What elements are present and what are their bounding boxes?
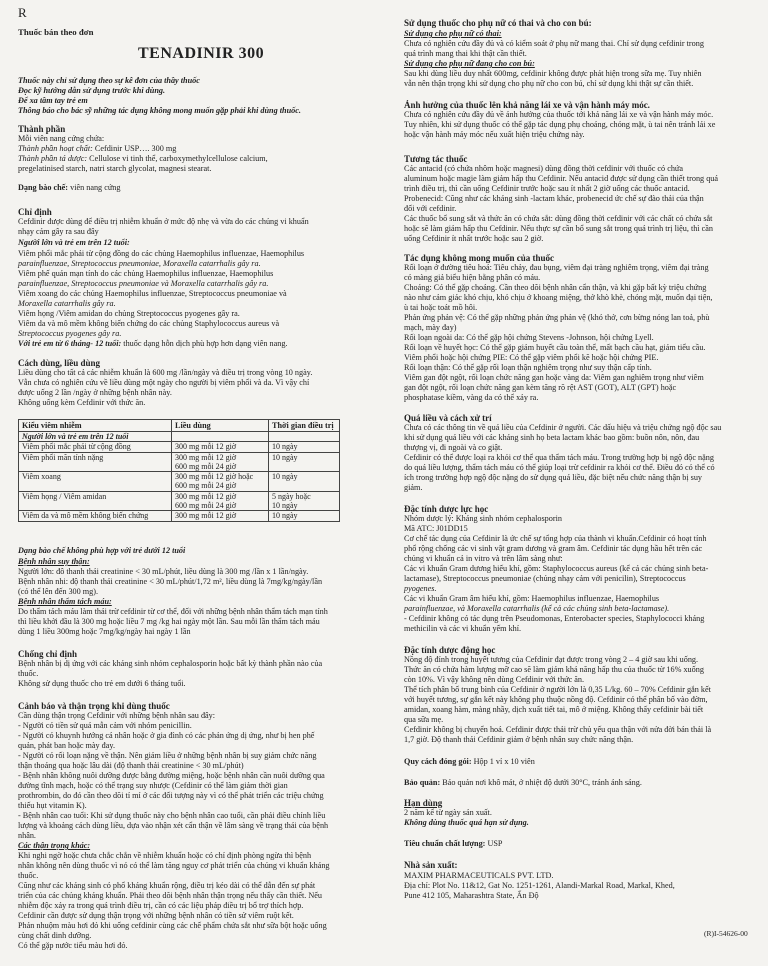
pregnancy-text: quá trình mang thai khi thật cần thiết. (404, 49, 527, 58)
child-dosage-heading: Dạng bào chế không phù hợp với trẻ dưới 12 tuổi (18, 546, 186, 555)
interactions-text: đối với cefdinir. (404, 204, 457, 213)
table-header-row (19, 420, 340, 432)
composition-heading: Thành phần (18, 124, 66, 134)
table-cell: 10 ngày (269, 452, 340, 472)
contraindications-text: thuốc. (18, 669, 39, 678)
packaging-label: Quy cách đóng gói: (404, 757, 472, 766)
precautions-text: cùng chất dinh dưỡng. (18, 931, 92, 940)
table-row (19, 472, 340, 492)
excipient-value-2: pregelatinised starch, natri starch glycolat, magnesi stearat. (18, 164, 212, 173)
contraindications-text: Không sử dụng thuốc cho trẻ em dưới 6 tháng tuổi. (18, 679, 186, 688)
adult-heading: Người lớn và trẻ em trên 12 tuổi: (18, 238, 130, 247)
pregnancy-heading: Sử dụng thuốc cho phụ nữ có thai và cho con bú: (404, 18, 592, 28)
other-precautions-heading: Các thận trọng khác: (18, 841, 91, 850)
lactation-subheading: Sử dụng cho phụ nữ đang cho con bú: (404, 59, 535, 68)
precautions-text: nhân không nên dùng thuốc vì nó có thể làm tăng nguy cơ phát triển của chủng vi khuẩn kháng (18, 861, 330, 870)
table-header: Liều dùng (172, 420, 269, 432)
interactions-text: trình điều trị, thì cần uống Cefdinir trước hoặc sau ít nhất 2 giờ uống các thuốc antacid. (404, 184, 690, 193)
indication-line: Viêm xoang do các chủng Haemophilus influenzae, Streptococcus pneumoniae và (18, 289, 287, 298)
side-effects-text: gan đột ngột, rối loạn chức năng gan kèm tăng rõ rệt AST (GOT), ALT (GPT) hoặc (404, 383, 677, 392)
pharmacokinetics-heading: Đặc tính dược động học (404, 645, 496, 655)
pharmacodynamics-heading: Đặc tính dược lực học (404, 504, 489, 514)
precautions-text: thuốc. (18, 871, 39, 880)
pregnancy-text: Chưa có nghiên cứu đầy đủ và có kiểm soát ở phụ nữ mang thai. Chỉ sử dụng cefdinir trong (404, 39, 704, 48)
precautions-text: nhân. (18, 831, 36, 840)
pharmacokinetics-text: với huyết tương, sự gắn kết này không phụ thuộc nồng độ. Cefdinir có thể phân bố vào đờm, (404, 695, 708, 704)
table-cell: 10 ngày (269, 442, 340, 452)
manufacturer-text: MAXIM PHARMACEUTICALS PVT. LTD. (404, 871, 554, 880)
indication-line: parainfluenzae, Streptococcus pneumoniae và Moraxella catarrhalis gây ra. (18, 279, 269, 288)
interactions-text: uống Cefdinir ít nhất trước hoặc sau 2 giờ. (404, 234, 544, 243)
precautions-heading: Cảnh báo và thận trọng khi dùng thuốc (18, 701, 170, 711)
side-effects-text: Viêm gan đột ngột, rối loạn chức năng gan hoặc vàng da: Viêm gan nghiêm trọng như viêm (404, 373, 704, 382)
precautions-text: quản, phát ban hoặc mày đay. (18, 741, 116, 750)
packaging-value: Hộp 1 vỉ x 10 viên (471, 757, 535, 766)
lactation-text: Sau khi dùng liều duy nhất 600mg, cefdinir không được phát hiện trong sữa mẹ. Tuy nhiên (404, 69, 702, 78)
precautions-text: - Bệnh nhân cao tuổi: Khi sử dụng thuốc này cho bệnh nhân cao tuổi, cần phải điều chỉnh liều (18, 811, 326, 820)
product-title: TENADINIR 300 (138, 45, 265, 62)
table-cell: 300 mg mỗi 12 giờ 600 mg mỗi 24 giờ (172, 491, 269, 511)
overdose-text: Chưa có các thông tin về quá liều của Cefdinir ở người. Các dấu hiệu và triệu chứng ngộ độc sau (404, 423, 722, 432)
table-cell: 5 ngày hoặc 10 ngày (269, 491, 340, 511)
table-cell: Viêm phổi mãn tính nặng (19, 452, 172, 472)
table-cell: 300 mg mỗi 12 giờ 600 mg mỗi 24 giờ (172, 452, 269, 472)
pharmacodynamics-text: Mã ATC: J01DD15 (404, 524, 468, 533)
interactions-text: Các thuốc bổ sung sắt và thức ăn có chứa sắt: dùng đồng thời cefdinir với các chất có chứa sắt (404, 214, 713, 223)
renal-text: Bệnh nhân nhi: độ thanh thải creatinine < 30 mL/phút/1,72 m², liều dùng là 7mg/kg/ngày/lần (18, 577, 323, 586)
side-effects-text: Rối loạn ở đường tiêu hoá: Tiêu chảy, đau bụng, viêm đại tràng nghiêm trọng, viêm đại tràng (404, 263, 709, 272)
side-effects-text: nào như cảm giác khó chịu, khó chịu ở khoang miệng, thở khò khè, chóng mặt, muốn đại tiện, (404, 293, 713, 302)
pharmacodynamics-text: Nhóm dược lý: Kháng sinh nhóm cephalosporin (404, 514, 562, 523)
precautions-text: - Bệnh nhân không nuôi dưỡng được bằng đường miệng, hoặc bệnh nhân cần nuôi dưỡng qua (18, 771, 325, 780)
child-value: thuốc dạng hỗn dịch phù hợp hơn dạng viên nang. (121, 339, 288, 348)
overdose-text: giảm. (404, 483, 423, 492)
renal-text: (có thể lên đến 300 mg). (18, 587, 99, 596)
pharmacokinetics-text: còn 10%. Vì vậy không nên dùng Cefdinir với thức ăn. (404, 675, 585, 684)
side-effects-text: Rối loạn về huyết học: Có thể gặp giảm huyết cầu toàn thể, mất bạch cầu hạt, giảm tiểu cầu. (404, 343, 706, 352)
table-cell: 10 ngày (269, 472, 340, 492)
precautions-text: Cefdinir cần được sử dụng thận trọng với những bệnh nhân có tiền sử viêm ruột kết. (18, 911, 294, 920)
standard-label: Tiêu chuẩn chất lượng: (404, 839, 486, 848)
precautions-text: Phản nhuộm màu hơi đỏ khi uống cefdinir cùng các chế phẩm chứa sắt như sữa bột hoặc uống (18, 921, 327, 930)
interactions-heading: Tương tác thuốc (404, 154, 468, 164)
table-cell: 300 mg mỗi 12 giờ (172, 511, 269, 521)
standard-value: USP (485, 839, 503, 848)
pharmacokinetics-text: amidan, xoang hàm, màng nhầy, dịch xuất tiết tai, mô ở miệng. Không thấy cefdinir bài tiết (404, 705, 704, 714)
pharmacokinetics-text: 1,7 giờ. Độ thanh thải Cefdinir giảm ở bệnh nhân suy chức năng thận. (404, 735, 634, 744)
form-value: viên nang cứng (68, 183, 121, 192)
renal-text: Người lớn: đô thanh thải creatinine < 30 mL/phút, liều dùng là 300 mg /lần x 1 lần/ngày. (18, 567, 309, 576)
excipient-label: Thành phần tá dược: (18, 154, 88, 163)
pharmacokinetics-text: qua sữa mẹ. (404, 715, 444, 724)
table-cell: Viêm họng / Viêm amidan (19, 491, 172, 511)
side-effects-text: ù tai hoặc toát mồ hôi. (404, 303, 478, 312)
shelf-life-text: 2 năm kể từ ngày sản xuất. (404, 808, 492, 817)
indications-text: nhạy cảm gây ra sau đây (18, 227, 99, 236)
indication-line: parainfluenzae, Streptococcus pneumoniae, Moraxella catarrhalis gây ra. (18, 259, 261, 268)
table-row (19, 491, 340, 511)
table-cell: Viêm da và mô mềm không biến chứng (19, 511, 172, 521)
precautions-text: Có thể gặp nước tiểu màu hơi đỏ. (18, 941, 128, 950)
table-row (19, 442, 340, 452)
overdose-text: khi sử dụng quá liều với các kháng sinh họ beta lactam khác bao gồm: buồn nôn, nôn, đau (404, 433, 700, 442)
pharmacodynamics-text: phổ rộng chống các vi sinh vật gram dương và gram âm. Cefdinir tác dụng hầu hết trên các (404, 544, 703, 553)
pharmacokinetics-text: Thức ăn có chứa hàm lượng mỡ cao sẽ làm giảm khả năng hấp thu của thuốc từ 16% xuống (404, 665, 704, 674)
table-header: Kiểu viêm nhiễm (19, 420, 172, 432)
side-effects-text: Phản ứng phản vệ: Có thể gặp những phản ứng phản vệ (khó thở, cơn bừng nóng lan toả, phù (404, 313, 710, 322)
indication-line: Viêm da và mô mềm không biến chứng do các chủng Staphylococcus aureus và (18, 319, 280, 328)
driving-text: Chưa có nghiên cứu đầy đủ về ảnh hưởng của thuốc tới khả năng lái xe và vận hành máy móc. (404, 110, 714, 119)
table-row (19, 511, 340, 521)
overdose-text: thượng vị, đi ngoài và co giật. (404, 443, 503, 452)
overdose-text: ích trong trường hợp ngộ độc nặng do sử dụng quá liều, đặc biệt nếu chức năng thận bị suy (404, 473, 703, 482)
pharmacokinetics-text: Thể tích phân bố trung bình của Cefdinir ở người lớn là 0,35 L/kg. 60 – 70% Cefdinir gắn kết (404, 685, 711, 694)
dialysis-heading: Bệnh nhân thẩm tách máu: (18, 597, 112, 606)
overdose-text: do quá liều lượng, thẩm tách máu có thể giúp loại trừ cefdinir ra khỏi cơ thể. Điều đó có thể có (404, 463, 715, 472)
overdose-text: Cefdinir có thể được loại ra khỏi cơ thể qua thẩm tách máu. Trong trường hợp bị ngộ độc nặng (404, 453, 714, 462)
precautions-text: lượng và khoảng cách dùng liều, dựa vào nhận xét cẩn thận về lâm sàng về trạng thái của bệnh (18, 821, 329, 830)
indication-line: Viêm phổi mắc phải từ cộng đồng do các chủng Haemophilus influenzae, Haemophilus (18, 249, 305, 258)
dialysis-text: dùng 1 liều 300mg hoặc 7mg/kg/ngày hai ngày 1 lần (18, 627, 191, 636)
precautions-text: thận thoáng qua hoặc lâu dài (độ thanh thải creatinine < 30 mL/phút) (18, 761, 244, 770)
dosage-text: được uống 2 lần /ngày ở những bệnh nhân này. (18, 388, 172, 397)
precautions-text: prothrombin, do đó cần theo dõi tỉ mỉ ở các đối tượng này vì có thể phát triển các triệu chứng (18, 791, 324, 800)
side-effects-text: mạch, mày đay) (404, 323, 457, 332)
warning-line: Thuốc này chỉ sử dụng theo sự kê đơn của thầy thuốc (18, 76, 200, 85)
manufacturer-text: Địa chỉ: Plot No. 11&12, Gat No. 1251-1261, Alandi-Markal Road, Markal, Khed, (404, 881, 675, 890)
precautions-text: thiếu hụt vitamin K). (18, 801, 87, 810)
precautions-text: - Người có tiền sử quá mẫn cảm với nhóm penicillin. (18, 721, 192, 730)
driving-text: Tuy nhiên, khi sử dụng thuốc có thể gặp tác dụng phụ choáng, chóng mặt, ù tai nên tránh lái xe (404, 120, 716, 129)
pharmacodynamics-text: methicilin và các vi khuẩn yếm khí. (404, 624, 522, 633)
overdose-heading: Quá liều và cách xử trí (404, 413, 492, 423)
indication-line: Moraxella catarrhalis gây ra. (18, 299, 116, 308)
active-label: Thành phần hoạt chất: (18, 144, 93, 153)
side-effects-text: Rối loạn thận: Có thể gặp rối loạn thận nghiêm trọng như suy thận cấp tính. (404, 363, 652, 372)
dosage-text: Vẫn chưa có nghiên cứu về liều dùng một ngày cho người bị viêm phổi và da. Vì vậy chỉ (18, 378, 310, 387)
precautions-text: triển của các chủng kháng khuẩn. Phải theo dõi bệnh nhân thận trọng nếu thấy cần thiết. Nếu (18, 891, 322, 900)
side-effects-text: có màng giả biểu hiện bằng phân có máu. (404, 273, 541, 282)
excipient-value: Cellulose vi tinh thể, carboxymethylcellulose calcium, (87, 154, 268, 163)
indications-heading: Chỉ định (18, 207, 52, 217)
dialysis-text: Do thẩm tách máu làm thải trừ cefdinir từ cơ thể, đối với những bệnh nhân thẩm tách mạn tính (18, 607, 328, 616)
warning-line: Đọc kỹ hướng dẫn sử dụng trước khi dùng. (18, 86, 166, 95)
table-header: Thời gian điều trị (269, 420, 340, 432)
precautions-text: - Người có rối loạn nặng về thận. Nên giảm liều ở những bệnh nhân bị suy giảm chức năng (18, 751, 317, 760)
contraindications-text: Bệnh nhân bị dị ứng với các kháng sinh nhóm cephalosporin hoặc bất kỳ thành phần nào của (18, 659, 323, 668)
pharmacodynamics-text: Cơ chế tác dụng của Cefdinir là ức chế sự tổng hợp của thành vi khuẩn.Cefdinir có hoạt tính (404, 534, 707, 543)
precautions-text: Cũng như các kháng sinh có phổ kháng khuẩn rộng, điều trị kéo dài có thể dẫn đến sự phát (18, 881, 316, 890)
form-label: Dạng bào chế: (18, 183, 69, 192)
table-row (19, 452, 340, 472)
dosage-table (18, 419, 340, 522)
table-cell: 300 mg mỗi 12 giờ (172, 442, 269, 452)
pharmacodynamics-text: parainfluenzae, và Moraxella catarrhalis (kể cả các chủng sinh beta-lactamase). (404, 604, 670, 613)
table-cell: 10 ngày (269, 511, 340, 521)
warning-line: Để xa tầm tay trẻ em (18, 96, 88, 105)
warning-line: Thông báo cho bác sỹ những tác dụng không mong muốn gặp phải khi dùng thuốc. (18, 106, 301, 115)
composition-text: Mỗi viên nang cứng chứa: (18, 134, 105, 143)
contraindications-heading: Chống chỉ định (18, 649, 78, 659)
dosage-text: Liều dùng cho tất cả các nhiễm khuẩn là 600 mg /lần/ngày và điều trị trong vòng 10 ngày. (18, 368, 313, 377)
precautions-text: đường tĩnh mạch, hoặc có thể trạng suy nhược (Cefdinir có thể làm giảm thời gian (18, 781, 288, 790)
side-effects-text: Choáng: Có thể gặp choáng. Cần theo dõi bệnh nhân cẩn thận, và khi gặp bất kỳ triệu chứng (404, 283, 707, 292)
driving-text: hoặc vận hành máy móc nếu xuất hiện triệu chứng này. (404, 130, 585, 139)
pharmacokinetics-text: Nồng độ đỉnh trong huyết tương của Cefdinir đạt được trong vòng 2 – 4 giờ sau khi uống. (404, 655, 699, 664)
side-effects-text: Rối loạn ngoài da: Có thể gặp hội chứng Stevens -Johnson, hội chứng Lyell. (404, 333, 654, 342)
pharmacodynamics-text: Các vi khuẩn Gram dương hiếu khí, gồm: Staphylococcus aureus (kể cả các chủng sinh beta- (404, 564, 709, 573)
manufacturer-text: Pune 412 105, Maharashtra State, Ấn Độ (404, 891, 539, 900)
dialysis-text: thì liều khởi đầu là 300 mg hoặc liều 7 mg /kg hai ngày một lần. Sau mỗi lần thẩm tách máu (18, 617, 320, 626)
pharmacodynamics-text: pyogenes. (404, 584, 437, 593)
interactions-text: aluminum hoặc magie làm giảm hấp thu Cefdinir. Nếu antacid được sử dụng cần thiết trong quá (404, 174, 719, 183)
precautions-text: - Người có khuynh hướng cá nhân hoặc ở gia đình có các phản ứng dị ứng, như bị hen phế (18, 731, 315, 740)
table-cell: Viêm xoang (19, 472, 172, 492)
precautions-text: Khi nghi ngờ hoặc chưa chắc chắn về nhiễm khuẩn hoặc có chỉ định phòng ngừa thì bệnh (18, 851, 312, 860)
side-effects-heading: Tác dụng không mong muốn của thuốc (404, 253, 555, 263)
indications-text: Cefdinir được dùng để điều trị nhiễm khuẩn ở mức độ nhẹ và vừa do các chủng vi khuẩn (18, 217, 309, 226)
pharmacodynamics-text: - Cefdinir không có tác dụng trên Pseudomonas, Enterobacter species, Staphylococci kháng (404, 614, 705, 623)
pregnancy-subheading: Sử dụng cho phụ nữ có thai: (404, 29, 502, 38)
driving-heading: Ảnh hưởng của thuốc lên khả năng lái xe và vận hành máy móc. (404, 100, 650, 110)
pharmacodynamics-text: Các vi khuẩn Gram âm hiếu khí, gồm: Haemophilus influenzae, Haemophilus (404, 594, 660, 603)
indication-line: Viêm phế quản mạn tính do các chủng Haemophilus influenzae, Haemophilus (18, 269, 274, 278)
indication-line: Viêm họng /Viêm amidan do chủng Streptococcus pyogenes gây ra. (18, 309, 240, 318)
child-label: Với trẻ em từ 6 tháng- 12 tuổi: (18, 339, 122, 348)
storage-label: Bảo quản: (404, 778, 441, 787)
shelf-life-heading: Hạn dùng (404, 798, 443, 808)
pharmacodynamics-text: chủng vi khuẩn cả in vitro và trên lâm sàng như: (404, 554, 563, 563)
table-cell: 300 mg mỗi 12 giờ hoặc 600 mg mỗi 24 giờ (172, 472, 269, 492)
table-group: Người lớn và trẻ em trên 12 tuổi (19, 432, 172, 442)
shelf-life-note: Không dùng thuốc quá hạn sử dụng. (404, 818, 529, 827)
active-value: Cefdinir USP…. 300 mg (92, 144, 177, 153)
interactions-text: Probenecid: Cũng như các kháng sinh -lactam khác, probenecid ức chế sự đào thải của thận (404, 194, 704, 203)
side-effects-text: Viêm phổi hoặc hội chứng PIE: Có thể gặp viêm phổi kẽ hoặc hội chứng PIE. (404, 353, 659, 362)
pharmacodynamics-text: lactamase), Streptococcus pneumoniae (chủng nhạy cảm với penicilin), Streptococcus (404, 574, 686, 583)
side-effects-text: phosphatase kiềm, vàng da có thể xảy ra. (404, 393, 539, 402)
pharmacokinetics-text: Cefdinir không bị chuyển hoá. Cefdinir được thải trừ chủ yếu qua thận với nửa đời bán thải là (404, 725, 712, 734)
manufacturer-heading: Nhà sản xuất: (404, 860, 458, 870)
renal-heading: Bệnh nhân suy thận: (18, 557, 90, 566)
indication-line: Streptococcus pyogenes gây ra. (18, 329, 122, 338)
interactions-text: hoặc sẽ làm giảm hấp thu Cefdinir. Nếu thực sự cần bổ sung sắt trong quá trình trị liệu, thì cần (404, 224, 714, 233)
lactation-text: vẫn nên thận trọng khi sử dụng cho phụ nữ cho con bú, chỉ sử dụng khi thật sự cần thiết. (404, 79, 694, 88)
storage-value: Bảo quản nơi khô mát, ở nhiệt độ dưới 30°C, tránh ánh sáng. (440, 778, 642, 787)
precautions-text: nhiễm độc xảy ra trong quá trình điều trị, cần có các liệu pháp điều trị bổ trợ thích hợp. (18, 901, 304, 910)
rx-label: Thuốc bán theo đơn (18, 27, 94, 37)
dosage-text: Không uống kèm Cefdinir với thức ăn. (18, 398, 146, 407)
table-cell: Viêm phổi mắc phải từ cộng đồng (19, 442, 172, 452)
table-group-row (19, 432, 340, 442)
dosage-heading: Cách dùng, liều dùng (18, 358, 101, 368)
rx-symbol: R (18, 5, 27, 20)
document-code: (R)I-54626-00 (704, 929, 748, 938)
precautions-text: Cần dùng thận trọng Cefdinir với những bệnh nhân sau đây: (18, 711, 216, 720)
interactions-text: Các antacid (có chứa nhôm hoặc magnesi) dùng đồng thời cefdinir với thuốc có chứa (404, 164, 683, 173)
